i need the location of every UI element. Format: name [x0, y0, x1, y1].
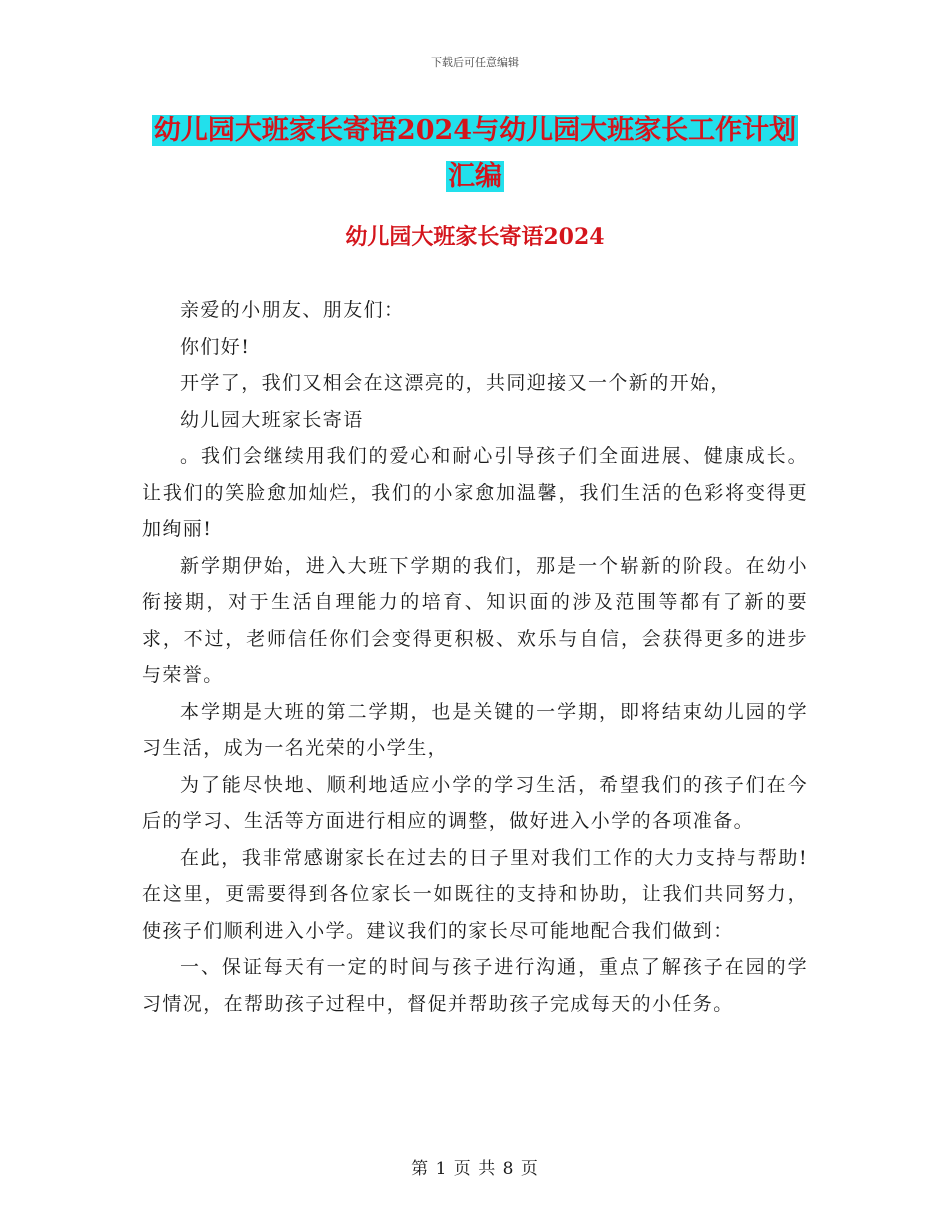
body-text	[142, 292, 808, 1022]
paragraph: 。我们会继续用我们的爱心和耐心引导孩子们全面进展、健康成长。让我们的笑脸愈加灿烂，我们的小家愈加温馨，我们生活的色彩将变得更加绚丽!	[142, 445, 808, 540]
paragraph: 你们好!	[180, 335, 251, 358]
document-title-line2: 汇编	[448, 161, 502, 192]
paragraph: 开学了，我们又相会在这漂亮的，共同迎接又一个新的开始，	[180, 372, 731, 394]
paragraph: 新学期伊始，进入大班下学期的我们，那是一个崭新的阶段。在幼小衔接期，对于生活自理能力的培育、知识面的涉及范围等都有了新的要求，不过，老师信任你们会变得更积极、欢乐与自信，会获得更多的进步与荣誉。	[142, 554, 808, 686]
paragraph: 为了能尽快地、顺利地适应小学的学习生活，希望我们的孩子们在今后的学习、生活等方面进行相应的调整，做好进入小学的各项准备。	[142, 773, 808, 832]
paragraph: 一、保证每天有一定的时间与孩子进行沟通，重点了解孩子在园的学习情况，在帮助孩子过程中，督促并帮助孩子完成每天的小任务。	[142, 956, 808, 1015]
document-title-line1: 幼儿园大班家长寄语2024与幼儿园大班家长工作计划	[153, 115, 797, 146]
paragraph: 亲爱的小朋友、朋友们：	[180, 299, 405, 321]
document-title	[140, 108, 810, 200]
paragraph: 在此，我非常感谢家长在过去的日子里对我们工作的大力支持与帮助!在这里，更需要得到各位家长一如既往的支持和协助，让我们共同努力，使孩子们顺利进入小学。建议我们的家长尽可能地配合我们做到：	[142, 846, 808, 942]
paragraph: 本学期是大班的第二学期，也是关键的一学期，即将结束幼儿园的学习生活，成为一名光荣的小学生，	[142, 700, 808, 759]
section-title: 幼儿园大班家长寄语2024	[345, 224, 605, 250]
page-footer: 第 1 页 共 8 页	[411, 1159, 539, 1179]
header-note: 下载后可任意编辑	[431, 56, 519, 69]
paragraph: 幼儿园大班家长寄语	[180, 408, 364, 431]
